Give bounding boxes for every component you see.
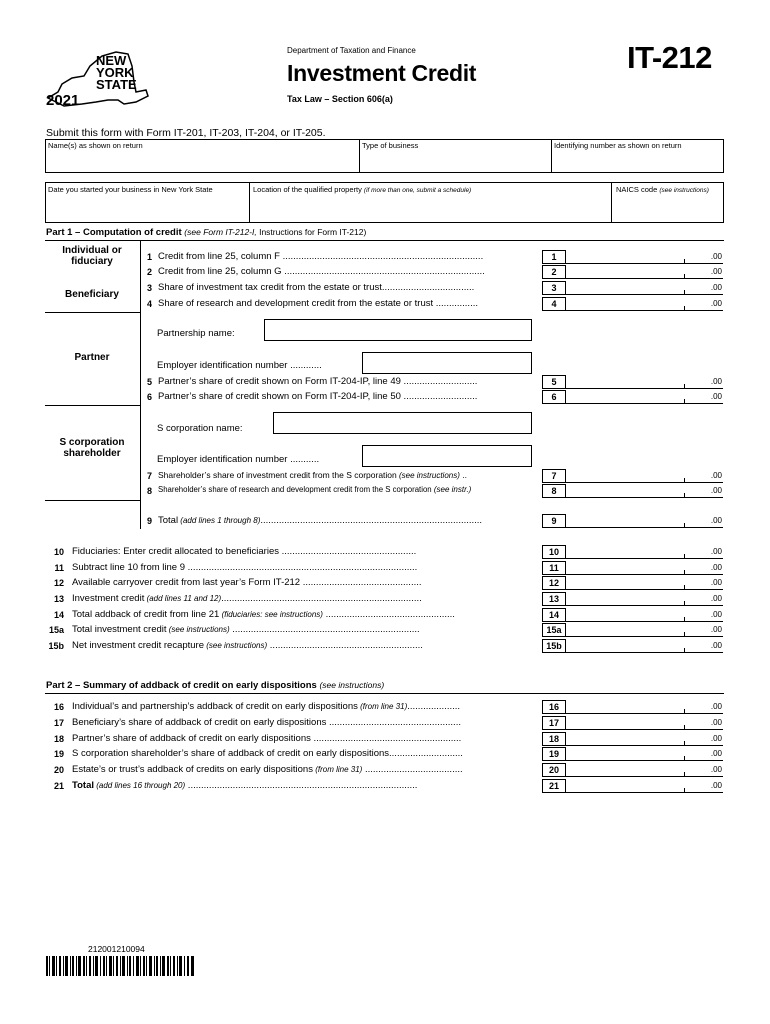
line-3-amount-input[interactable] (566, 281, 723, 295)
line-number: 11 (54, 563, 64, 573)
line-description: Total (add lines 16 through 20) ....................................................................................... (72, 780, 418, 791)
partnership-name-input[interactable] (264, 319, 532, 341)
line-14-amount-input[interactable] (566, 608, 723, 622)
line-box-number: 1 (542, 250, 566, 264)
line-9-amount-input[interactable] (566, 514, 723, 528)
line-box-number: 9 (542, 514, 566, 528)
line-description: Partner’s share of credit shown on Form IT-204-IP, line 49 ............................ (158, 376, 478, 387)
names-label: Name(s) as shown on return (48, 141, 143, 150)
cents: .00 (710, 267, 722, 276)
line-number: 1 (146, 252, 152, 262)
partner-label: Partner (74, 352, 110, 363)
line-number: 17 (53, 718, 64, 728)
naics-label (616, 185, 709, 194)
line-13 (0, 592, 770, 607)
line-box-number: 15a (542, 623, 566, 637)
line-number: 9 (146, 516, 152, 526)
state-line-new: NEW (96, 53, 127, 68)
line-box-number: 5 (542, 375, 566, 389)
naics-code-field[interactable] (611, 182, 724, 223)
line-19 (0, 747, 770, 762)
s-corporation-shareholder-label: S corporation shareholder (59, 437, 125, 459)
cents: .00 (710, 578, 722, 587)
line-18 (0, 732, 770, 747)
cents: .00 (710, 702, 722, 711)
partnership-ein-input[interactable] (362, 352, 532, 374)
line-description: Individual’s and partnership’s addback of credit on early dispositions (from line 31).................... (72, 701, 461, 712)
cents: .00 (710, 392, 722, 401)
naics-label-text: NAICS code (616, 185, 658, 194)
line-16-amount-input[interactable] (566, 700, 723, 714)
line-box-number: 3 (542, 281, 566, 295)
line-box-number: 6 (542, 390, 566, 404)
line-19-amount-input[interactable] (566, 747, 723, 761)
line-description: Total investment credit (see instructions) ....................................................................... (72, 624, 420, 635)
cents: .00 (710, 516, 722, 525)
line-10-amount-input[interactable] (566, 545, 723, 559)
line-18-amount-input[interactable] (566, 732, 723, 746)
line-box-number: 19 (542, 747, 566, 761)
cents: .00 (710, 718, 722, 727)
naics-label-note: (see instructions) (659, 187, 709, 194)
line-box-number: 18 (542, 732, 566, 746)
line-number: 18 (53, 734, 64, 744)
line-description: Available carryover credit from last year’s Form IT-212 ............................................. (72, 577, 422, 588)
line-10 (0, 545, 770, 560)
line-21 (0, 779, 770, 794)
line-2 (0, 265, 770, 280)
line-number: 2 (146, 267, 152, 277)
line-box-number: 11 (542, 561, 566, 575)
submit-note: Submit this form with Form IT-201, IT-203, IT-204, or IT-205. (46, 127, 326, 139)
line-number: 19 (53, 749, 64, 759)
line-box-number: 14 (542, 608, 566, 622)
cents: .00 (710, 299, 722, 308)
line-description: Total (add lines 1 through 8).................................................................................... (158, 515, 483, 526)
line-description: Partner’s share of addback of credit on early dispositions ........................................................ (72, 733, 462, 744)
partner-scorp-divider (45, 405, 141, 406)
line-box-number: 2 (542, 265, 566, 279)
line-17-amount-input[interactable] (566, 716, 723, 730)
line-description: Fiduciaries: Enter credit allocated to beneficiaries ................................................... (72, 546, 417, 557)
line-number: 15a (48, 625, 64, 635)
line-number: 16 (53, 702, 64, 712)
line-15a-amount-input[interactable] (566, 623, 723, 637)
line-8 (0, 484, 770, 499)
line-number: 14 (53, 610, 64, 620)
location-field[interactable] (249, 182, 612, 223)
line-11 (0, 561, 770, 576)
date-started-label: Date you started your business in New York State (48, 185, 213, 194)
line-number: 5 (146, 377, 152, 387)
location-label-text: Location of the qualified property (253, 185, 362, 194)
line-3 (0, 281, 770, 296)
s-corporation-ein-input[interactable] (362, 445, 532, 467)
location-label-note: (if more than one, submit a schedule) (363, 187, 472, 194)
cents: .00 (710, 471, 722, 480)
line-description: Partner’s share of credit shown on Form IT-204-IP, line 50 ............................ (158, 391, 478, 402)
line-20-amount-input[interactable] (566, 763, 723, 777)
cents: .00 (710, 625, 722, 634)
form-number: IT-212 (627, 40, 712, 75)
line-number: 6 (146, 392, 152, 402)
scorp-total-divider (45, 500, 141, 501)
line-15b (0, 639, 770, 654)
part1-header (46, 227, 366, 238)
line-6-amount-input[interactable] (566, 390, 723, 404)
line-description: Credit from line 25, column F ............................................................................ (158, 251, 484, 262)
line-number: 3 (146, 283, 152, 293)
part1-title: Part 1 – Computation of credit (46, 227, 182, 238)
line-4-amount-input[interactable] (566, 297, 723, 311)
beneficiary-label: Beneficiary (65, 289, 119, 300)
partnership-name-label: Partnership name: (157, 328, 235, 339)
barcode-number: 212001210094 (88, 944, 145, 954)
beneficiary-partner-divider (45, 312, 141, 313)
line-box-number: 17 (542, 716, 566, 730)
line-box-number: 13 (542, 592, 566, 606)
line-description: Share of research and development credit from the estate or trust ................ (158, 298, 478, 309)
line-number: 12 (53, 578, 64, 588)
part1-note-b: Instructions for Form IT-212) (256, 227, 367, 237)
line-box-number: 12 (542, 576, 566, 590)
line-number: 20 (53, 765, 64, 775)
line-description: Investment credit (add lines 11 and 12)............................................................................ (72, 593, 422, 604)
line-4 (0, 297, 770, 312)
cents: .00 (710, 252, 722, 261)
line-box-number: 10 (542, 545, 566, 559)
location-label (253, 185, 471, 194)
line-21-amount-input[interactable] (566, 779, 723, 793)
cents: .00 (710, 734, 722, 743)
employer-id-label-scorp: Employer identification number ........... (157, 454, 320, 465)
line-15b-amount-input[interactable] (566, 639, 723, 653)
line-11-amount-input[interactable] (566, 561, 723, 575)
line-number: 8 (146, 486, 152, 496)
department: Department of Taxation and Finance (287, 46, 416, 55)
identifying-number-field[interactable] (551, 139, 724, 173)
type-business-label: Type of business (362, 141, 419, 150)
tax-law: Tax Law – Section 606(a) (287, 94, 393, 104)
state-name (96, 55, 137, 91)
cents: .00 (710, 641, 722, 650)
cents: .00 (710, 594, 722, 603)
line-16 (0, 700, 770, 715)
line-box-number: 15b (542, 639, 566, 653)
form-title: Investment Credit (287, 60, 477, 86)
line-number: 15b (48, 641, 64, 651)
line-5 (0, 375, 770, 390)
line-number: 21 (53, 781, 64, 791)
line-20 (0, 763, 770, 778)
date-started-field[interactable] (45, 182, 250, 223)
line-description: S corporation shareholder’s share of addback of credit on early dispositions............................ (72, 748, 463, 759)
individual-or-fiduciary-label: Individual or fiduciary (62, 245, 122, 267)
cents: .00 (710, 781, 722, 790)
cents: .00 (710, 377, 722, 386)
line-description: Estate’s or trust’s addback of credits on early dispositions (from line 31) ..................................... (72, 764, 463, 775)
line-14 (0, 608, 770, 623)
line-box-number: 20 (542, 763, 566, 777)
line-description: Total addback of credit from line 21 (fiduciaries: see instructions) ................................................. (72, 609, 455, 620)
cents: .00 (710, 610, 722, 619)
state-line-state: STATE (96, 77, 137, 92)
part2-header (46, 680, 384, 691)
type-of-business-field[interactable] (359, 139, 552, 173)
barcode-image (46, 956, 194, 976)
line-description: Shareholder’s share of investment credit from the S corporation (see instructions) .. (158, 470, 467, 480)
line-2-amount-input[interactable] (566, 265, 723, 279)
line-description: Net investment credit recapture (see instructions) .......................................................... (72, 640, 423, 651)
line-number: 4 (146, 299, 152, 309)
names-field[interactable] (45, 139, 360, 173)
line-7 (0, 469, 770, 484)
line-17 (0, 716, 770, 731)
line-7-amount-input[interactable] (566, 469, 723, 483)
line-5-amount-input[interactable] (566, 375, 723, 389)
cents: .00 (710, 283, 722, 292)
part1-note-a: (see Form IT-212-I, (184, 227, 257, 237)
line-number: 7 (146, 471, 152, 481)
line-8-amount-input[interactable] (566, 484, 723, 498)
line-box-number: 21 (542, 779, 566, 793)
cents: .00 (710, 547, 722, 556)
line-9 (0, 514, 770, 529)
line-15a (0, 623, 770, 638)
line-box-number: 8 (542, 484, 566, 498)
state-line-york: YORK (96, 65, 134, 80)
line-description: Shareholder’s share of research and development credit from the S corporation (see instr.) (158, 485, 472, 494)
line-description: Credit from line 25, column G ............................................................................ (158, 266, 485, 277)
line-6 (0, 390, 770, 405)
line-12 (0, 576, 770, 591)
line-1 (0, 250, 770, 265)
line-box-number: 7 (542, 469, 566, 483)
part2-rule (45, 693, 724, 694)
s-corporation-name-label: S corporation name: (157, 423, 243, 434)
line-description: Beneficiary’s share of addback of credit on early dispositions .................................................. (72, 717, 461, 728)
identifying-number-label: Identifying number as shown on return (554, 141, 682, 150)
line-description: Subtract line 10 from line 9 ....................................................................................... (72, 562, 418, 573)
cents: .00 (710, 749, 722, 758)
line-12-amount-input[interactable] (566, 576, 723, 590)
cents: .00 (710, 765, 722, 774)
line-box-number: 4 (542, 297, 566, 311)
line-1-amount-input[interactable] (566, 250, 723, 264)
line-box-number: 16 (542, 700, 566, 714)
part2-note: (see instructions) (319, 680, 385, 690)
part1-rule (45, 240, 724, 241)
line-number: 10 (53, 547, 64, 557)
cents: .00 (710, 563, 722, 572)
cents: .00 (710, 486, 722, 495)
part2-title: Part 2 – Summary of addback of credit on early dispositions (46, 680, 317, 691)
line-13-amount-input[interactable] (566, 592, 723, 606)
employer-id-label-partner: Employer identification number ............ (157, 360, 322, 371)
tax-year: 2021 (46, 92, 80, 109)
line-number: 13 (53, 594, 64, 604)
line-description: Share of investment tax credit from the estate or trust................................... (158, 282, 475, 293)
s-corporation-name-input[interactable] (273, 412, 532, 434)
